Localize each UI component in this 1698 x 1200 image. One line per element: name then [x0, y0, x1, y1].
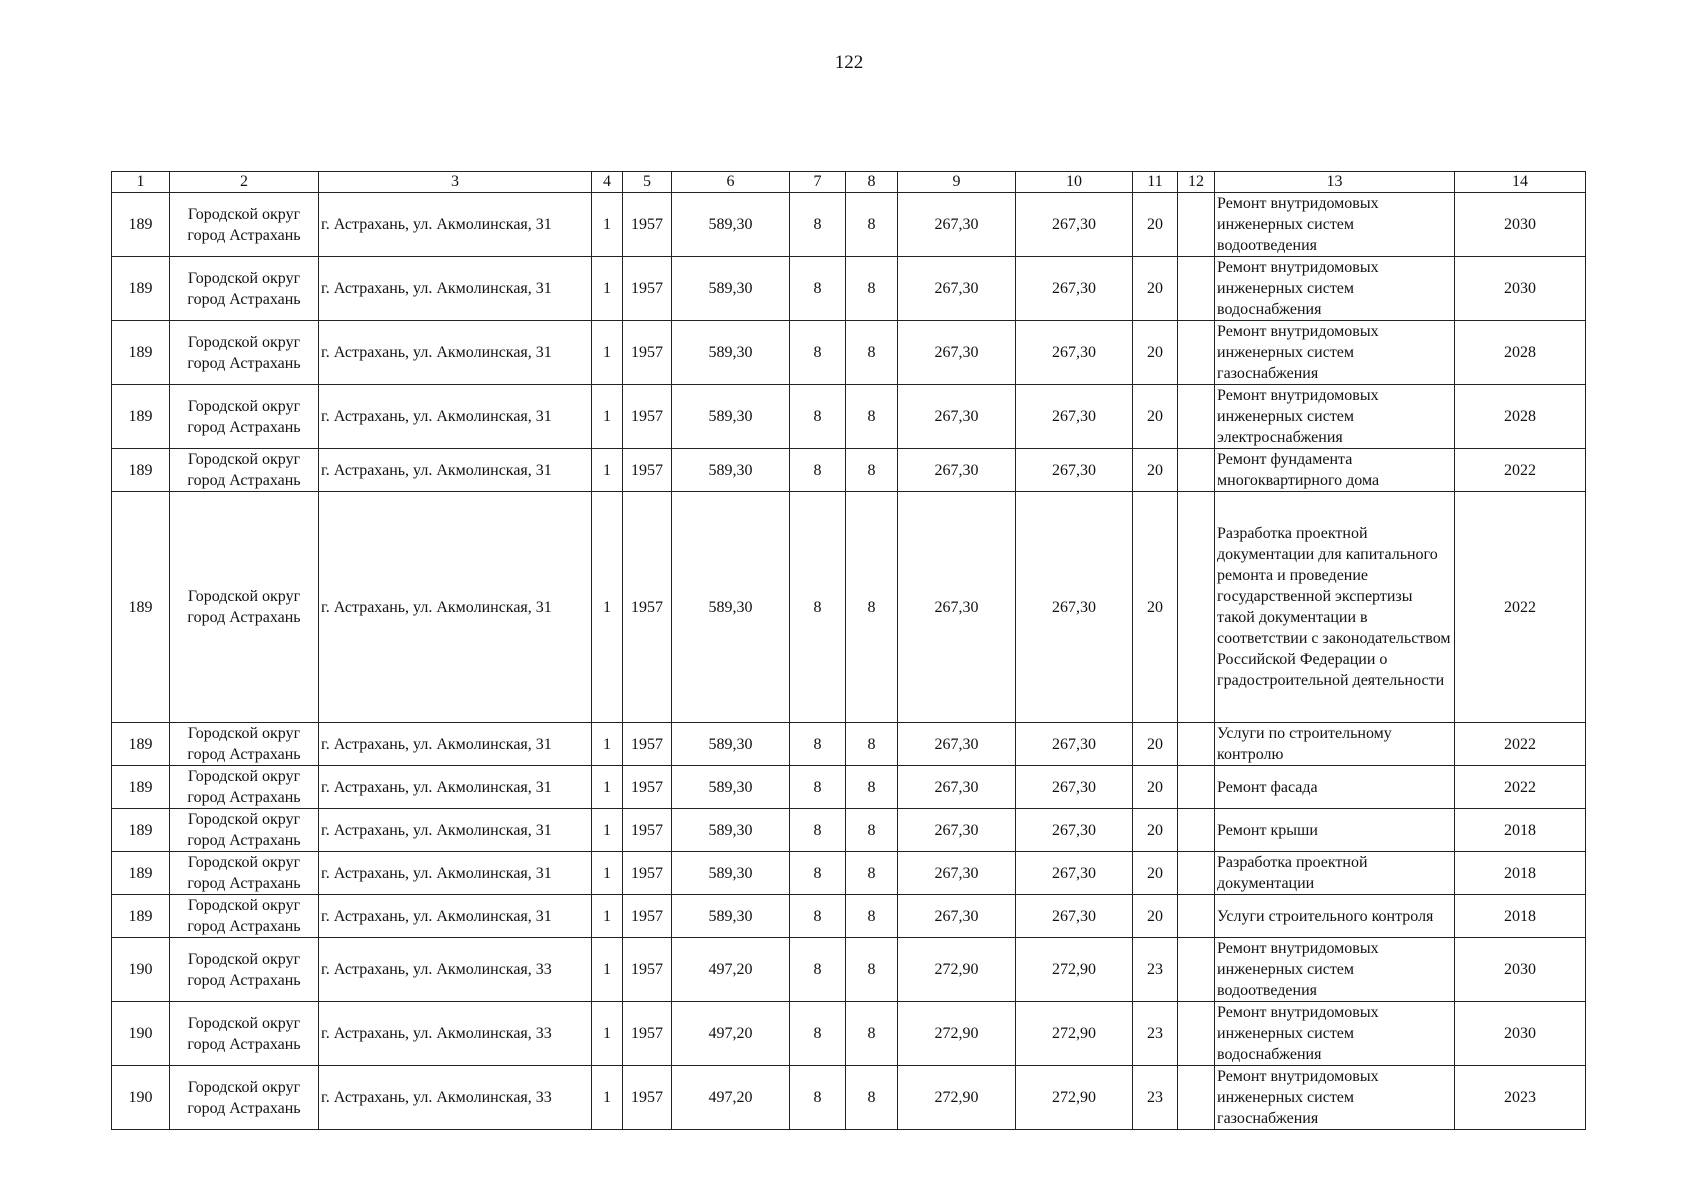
col-7-cell: 8	[790, 321, 846, 385]
municipality-cell: Городской округ город Астрахань	[170, 449, 319, 492]
work-type-cell: Ремонт фундамента многоквартирного дома	[1215, 449, 1455, 492]
col-11-cell: 20	[1133, 449, 1178, 492]
col-11-cell: 20	[1133, 895, 1178, 938]
col-8-cell: 8	[846, 1066, 898, 1130]
work-type-cell: Ремонт внутридомовых инженерных систем электроснабжения	[1215, 385, 1455, 449]
repair-program-table	[111, 171, 1586, 1130]
col-11-cell: 20	[1133, 321, 1178, 385]
column-header-9: 9	[898, 172, 1016, 193]
col-7-cell: 8	[790, 895, 846, 938]
col-8-cell: 8	[846, 809, 898, 852]
address-cell: г. Астрахань, ул. Акмолинская, 31	[319, 723, 592, 766]
work-type-cell: Ремонт фасада	[1215, 766, 1455, 809]
col-8-cell: 8	[846, 321, 898, 385]
col-8-cell: 8	[846, 895, 898, 938]
year-built-cell: 1957	[623, 385, 672, 449]
col-8-cell: 8	[846, 449, 898, 492]
year-built-cell: 1957	[623, 723, 672, 766]
col-4-cell: 1	[592, 809, 623, 852]
col-4-cell: 1	[592, 449, 623, 492]
work-type-cell: Ремонт внутридомовых инженерных систем водоснабжения	[1215, 1002, 1455, 1066]
col-4-cell: 1	[592, 723, 623, 766]
planned-year-cell: 2023	[1455, 1066, 1586, 1130]
planned-year-cell: 2030	[1455, 938, 1586, 1002]
column-header-13: 13	[1215, 172, 1455, 193]
col-10-cell: 272,90	[1016, 938, 1133, 1002]
col-9-cell: 267,30	[898, 321, 1016, 385]
total-area-cell: 589,30	[672, 895, 790, 938]
col-4-cell: 1	[592, 895, 623, 938]
col-9-cell: 267,30	[898, 492, 1016, 723]
total-area-cell: 589,30	[672, 492, 790, 723]
col-10-cell: 267,30	[1016, 492, 1133, 723]
row-number-cell: 190	[112, 1002, 170, 1066]
year-built-cell: 1957	[623, 193, 672, 257]
col-10-cell: 267,30	[1016, 193, 1133, 257]
year-built-cell: 1957	[623, 766, 672, 809]
planned-year-cell: 2030	[1455, 257, 1586, 321]
year-built-cell: 1957	[623, 809, 672, 852]
total-area-cell: 497,20	[672, 1066, 790, 1130]
col-4-cell: 1	[592, 1066, 623, 1130]
column-header-12: 12	[1178, 172, 1215, 193]
total-area-cell: 589,30	[672, 193, 790, 257]
table-row	[112, 193, 1586, 257]
col-4-cell: 1	[592, 938, 623, 1002]
column-header-3: 3	[319, 172, 592, 193]
work-type-cell: Ремонт внутридомовых инженерных систем газоснабжения	[1215, 1066, 1455, 1130]
year-built-cell: 1957	[623, 852, 672, 895]
col-7-cell: 8	[790, 449, 846, 492]
col-11-cell: 23	[1133, 1002, 1178, 1066]
row-number-cell: 189	[112, 321, 170, 385]
col-8-cell: 8	[846, 1002, 898, 1066]
planned-year-cell: 2022	[1455, 723, 1586, 766]
table-row	[112, 1002, 1586, 1066]
work-type-cell: Ремонт внутридомовых инженерных систем газоснабжения	[1215, 321, 1455, 385]
col-12-cell	[1178, 449, 1215, 492]
municipality-cell: Городской округ город Астрахань	[170, 723, 319, 766]
col-8-cell: 8	[846, 492, 898, 723]
col-9-cell: 267,30	[898, 193, 1016, 257]
col-8-cell: 8	[846, 766, 898, 809]
year-built-cell: 1957	[623, 938, 672, 1002]
address-cell: г. Астрахань, ул. Акмолинская, 31	[319, 193, 592, 257]
total-area-cell: 589,30	[672, 852, 790, 895]
table-row	[112, 449, 1586, 492]
column-header-10: 10	[1016, 172, 1133, 193]
address-cell: г. Астрахань, ул. Акмолинская, 31	[319, 895, 592, 938]
municipality-cell: Городской округ город Астрахань	[170, 257, 319, 321]
column-header-5: 5	[623, 172, 672, 193]
col-11-cell: 20	[1133, 257, 1178, 321]
col-9-cell: 267,30	[898, 257, 1016, 321]
col-7-cell: 8	[790, 193, 846, 257]
year-built-cell: 1957	[623, 1066, 672, 1130]
col-4-cell: 1	[592, 492, 623, 723]
col-10-cell: 267,30	[1016, 321, 1133, 385]
address-cell: г. Астрахань, ул. Акмолинская, 31	[319, 492, 592, 723]
table-row	[112, 895, 1586, 938]
planned-year-cell: 2018	[1455, 895, 1586, 938]
col-4-cell: 1	[592, 193, 623, 257]
table-header	[112, 172, 1586, 193]
year-built-cell: 1957	[623, 257, 672, 321]
table-row	[112, 852, 1586, 895]
col-9-cell: 267,30	[898, 385, 1016, 449]
col-8-cell: 8	[846, 257, 898, 321]
col-4-cell: 1	[592, 1002, 623, 1066]
col-8-cell: 8	[846, 193, 898, 257]
col-7-cell: 8	[790, 938, 846, 1002]
col-10-cell: 267,30	[1016, 852, 1133, 895]
col-7-cell: 8	[790, 809, 846, 852]
planned-year-cell: 2028	[1455, 321, 1586, 385]
table-row	[112, 723, 1586, 766]
col-10-cell: 272,90	[1016, 1066, 1133, 1130]
column-header-2: 2	[170, 172, 319, 193]
col-12-cell	[1178, 321, 1215, 385]
work-type-cell: Разработка проектной документации для капитального ремонта и проведение государственной экспертизы такой документации в соответствии с законодательством Российской Федерации о градостроительной деятельности	[1215, 492, 1455, 723]
table-row	[112, 1066, 1586, 1130]
col-10-cell: 267,30	[1016, 723, 1133, 766]
address-cell: г. Астрахань, ул. Акмолинская, 31	[319, 449, 592, 492]
planned-year-cell: 2018	[1455, 852, 1586, 895]
col-12-cell	[1178, 766, 1215, 809]
col-11-cell: 20	[1133, 852, 1178, 895]
col-7-cell: 8	[790, 1066, 846, 1130]
column-header-14: 14	[1455, 172, 1586, 193]
year-built-cell: 1957	[623, 449, 672, 492]
address-cell: г. Астрахань, ул. Акмолинская, 31	[319, 852, 592, 895]
row-number-cell: 189	[112, 895, 170, 938]
municipality-cell: Городской округ город Астрахань	[170, 492, 319, 723]
col-8-cell: 8	[846, 852, 898, 895]
col-12-cell	[1178, 492, 1215, 723]
table-row	[112, 321, 1586, 385]
col-12-cell	[1178, 257, 1215, 321]
col-12-cell	[1178, 385, 1215, 449]
col-9-cell: 272,90	[898, 1002, 1016, 1066]
municipality-cell: Городской округ город Астрахань	[170, 1002, 319, 1066]
col-10-cell: 272,90	[1016, 1002, 1133, 1066]
address-cell: г. Астрахань, ул. Акмолинская, 31	[319, 385, 592, 449]
col-9-cell: 267,30	[898, 852, 1016, 895]
col-12-cell	[1178, 1066, 1215, 1130]
col-8-cell: 8	[846, 723, 898, 766]
row-number-cell: 189	[112, 257, 170, 321]
col-12-cell	[1178, 895, 1215, 938]
col-10-cell: 267,30	[1016, 766, 1133, 809]
municipality-cell: Городской округ город Астрахань	[170, 321, 319, 385]
municipality-cell: Городской округ город Астрахань	[170, 852, 319, 895]
year-built-cell: 1957	[623, 1002, 672, 1066]
municipality-cell: Городской округ город Астрахань	[170, 938, 319, 1002]
col-4-cell: 1	[592, 385, 623, 449]
column-header-7: 7	[790, 172, 846, 193]
col-4-cell: 1	[592, 321, 623, 385]
col-7-cell: 8	[790, 1002, 846, 1066]
column-header-11: 11	[1133, 172, 1178, 193]
col-9-cell: 267,30	[898, 449, 1016, 492]
page-number: 122	[834, 52, 864, 73]
row-number-cell: 189	[112, 193, 170, 257]
col-10-cell: 267,30	[1016, 257, 1133, 321]
col-10-cell: 267,30	[1016, 895, 1133, 938]
col-11-cell: 20	[1133, 492, 1178, 723]
col-11-cell: 23	[1133, 938, 1178, 1002]
total-area-cell: 497,20	[672, 938, 790, 1002]
col-7-cell: 8	[790, 492, 846, 723]
work-type-cell: Услуги строительного контроля	[1215, 895, 1455, 938]
col-12-cell	[1178, 852, 1215, 895]
address-cell: г. Астрахань, ул. Акмолинская, 31	[319, 257, 592, 321]
row-number-cell: 189	[112, 723, 170, 766]
planned-year-cell: 2030	[1455, 1002, 1586, 1066]
year-built-cell: 1957	[623, 321, 672, 385]
col-12-cell	[1178, 938, 1215, 1002]
col-7-cell: 8	[790, 385, 846, 449]
planned-year-cell: 2018	[1455, 809, 1586, 852]
column-header-1: 1	[112, 172, 170, 193]
municipality-cell: Городской округ город Астрахань	[170, 809, 319, 852]
table-row	[112, 938, 1586, 1002]
col-7-cell: 8	[790, 723, 846, 766]
address-cell: г. Астрахань, ул. Акмолинская, 33	[319, 1002, 592, 1066]
col-12-cell	[1178, 193, 1215, 257]
row-number-cell: 189	[112, 492, 170, 723]
total-area-cell: 589,30	[672, 321, 790, 385]
col-7-cell: 8	[790, 852, 846, 895]
col-4-cell: 1	[592, 257, 623, 321]
col-11-cell: 20	[1133, 723, 1178, 766]
col-12-cell	[1178, 1002, 1215, 1066]
work-type-cell: Ремонт внутридомовых инженерных систем водоснабжения	[1215, 257, 1455, 321]
col-9-cell: 272,90	[898, 938, 1016, 1002]
address-cell: г. Астрахань, ул. Акмолинская, 31	[319, 766, 592, 809]
planned-year-cell: 2028	[1455, 385, 1586, 449]
table-body	[112, 193, 1586, 1130]
col-10-cell: 267,30	[1016, 449, 1133, 492]
col-9-cell: 272,90	[898, 1066, 1016, 1130]
col-9-cell: 267,30	[898, 895, 1016, 938]
address-cell: г. Астрахань, ул. Акмолинская, 31	[319, 321, 592, 385]
municipality-cell: Городской округ город Астрахань	[170, 385, 319, 449]
col-11-cell: 20	[1133, 766, 1178, 809]
total-area-cell: 589,30	[672, 723, 790, 766]
col-10-cell: 267,30	[1016, 809, 1133, 852]
col-12-cell	[1178, 809, 1215, 852]
planned-year-cell: 2030	[1455, 193, 1586, 257]
row-number-cell: 189	[112, 766, 170, 809]
row-number-cell: 189	[112, 809, 170, 852]
total-area-cell: 589,30	[672, 385, 790, 449]
column-header-4: 4	[592, 172, 623, 193]
address-cell: г. Астрахань, ул. Акмолинская, 31	[319, 809, 592, 852]
col-7-cell: 8	[790, 257, 846, 321]
address-cell: г. Астрахань, ул. Акмолинская, 33	[319, 938, 592, 1002]
year-built-cell: 1957	[623, 492, 672, 723]
table-row	[112, 385, 1586, 449]
work-type-cell: Ремонт внутридомовых инженерных систем водоотведения	[1215, 938, 1455, 1002]
work-type-cell: Разработка проектной документации	[1215, 852, 1455, 895]
table-row	[112, 766, 1586, 809]
col-9-cell: 267,30	[898, 766, 1016, 809]
planned-year-cell: 2022	[1455, 492, 1586, 723]
col-8-cell: 8	[846, 385, 898, 449]
work-type-cell: Услуги по строительному контролю	[1215, 723, 1455, 766]
col-8-cell: 8	[846, 938, 898, 1002]
row-number-cell: 190	[112, 938, 170, 1002]
planned-year-cell: 2022	[1455, 766, 1586, 809]
table-row	[112, 809, 1586, 852]
total-area-cell: 589,30	[672, 257, 790, 321]
table-row	[112, 257, 1586, 321]
row-number-cell: 189	[112, 852, 170, 895]
col-4-cell: 1	[592, 766, 623, 809]
column-header-6: 6	[672, 172, 790, 193]
municipality-cell: Городской округ город Астрахань	[170, 895, 319, 938]
column-header-8: 8	[846, 172, 898, 193]
municipality-cell: Городской округ город Астрахань	[170, 766, 319, 809]
col-7-cell: 8	[790, 766, 846, 809]
col-10-cell: 267,30	[1016, 385, 1133, 449]
col-4-cell: 1	[592, 852, 623, 895]
municipality-cell: Городской округ город Астрахань	[170, 193, 319, 257]
header-row	[112, 172, 1586, 193]
row-number-cell: 189	[112, 449, 170, 492]
col-12-cell	[1178, 723, 1215, 766]
col-9-cell: 267,30	[898, 809, 1016, 852]
address-cell: г. Астрахань, ул. Акмолинская, 33	[319, 1066, 592, 1130]
total-area-cell: 589,30	[672, 449, 790, 492]
col-11-cell: 20	[1133, 809, 1178, 852]
total-area-cell: 497,20	[672, 1002, 790, 1066]
col-11-cell: 23	[1133, 1066, 1178, 1130]
table-row	[112, 492, 1586, 723]
total-area-cell: 589,30	[672, 809, 790, 852]
row-number-cell: 189	[112, 385, 170, 449]
work-type-cell: Ремонт крыши	[1215, 809, 1455, 852]
col-11-cell: 20	[1133, 193, 1178, 257]
year-built-cell: 1957	[623, 895, 672, 938]
col-9-cell: 267,30	[898, 723, 1016, 766]
planned-year-cell: 2022	[1455, 449, 1586, 492]
total-area-cell: 589,30	[672, 766, 790, 809]
work-type-cell: Ремонт внутридомовых инженерных систем водоотведения	[1215, 193, 1455, 257]
municipality-cell: Городской округ город Астрахань	[170, 1066, 319, 1130]
row-number-cell: 190	[112, 1066, 170, 1130]
col-11-cell: 20	[1133, 385, 1178, 449]
